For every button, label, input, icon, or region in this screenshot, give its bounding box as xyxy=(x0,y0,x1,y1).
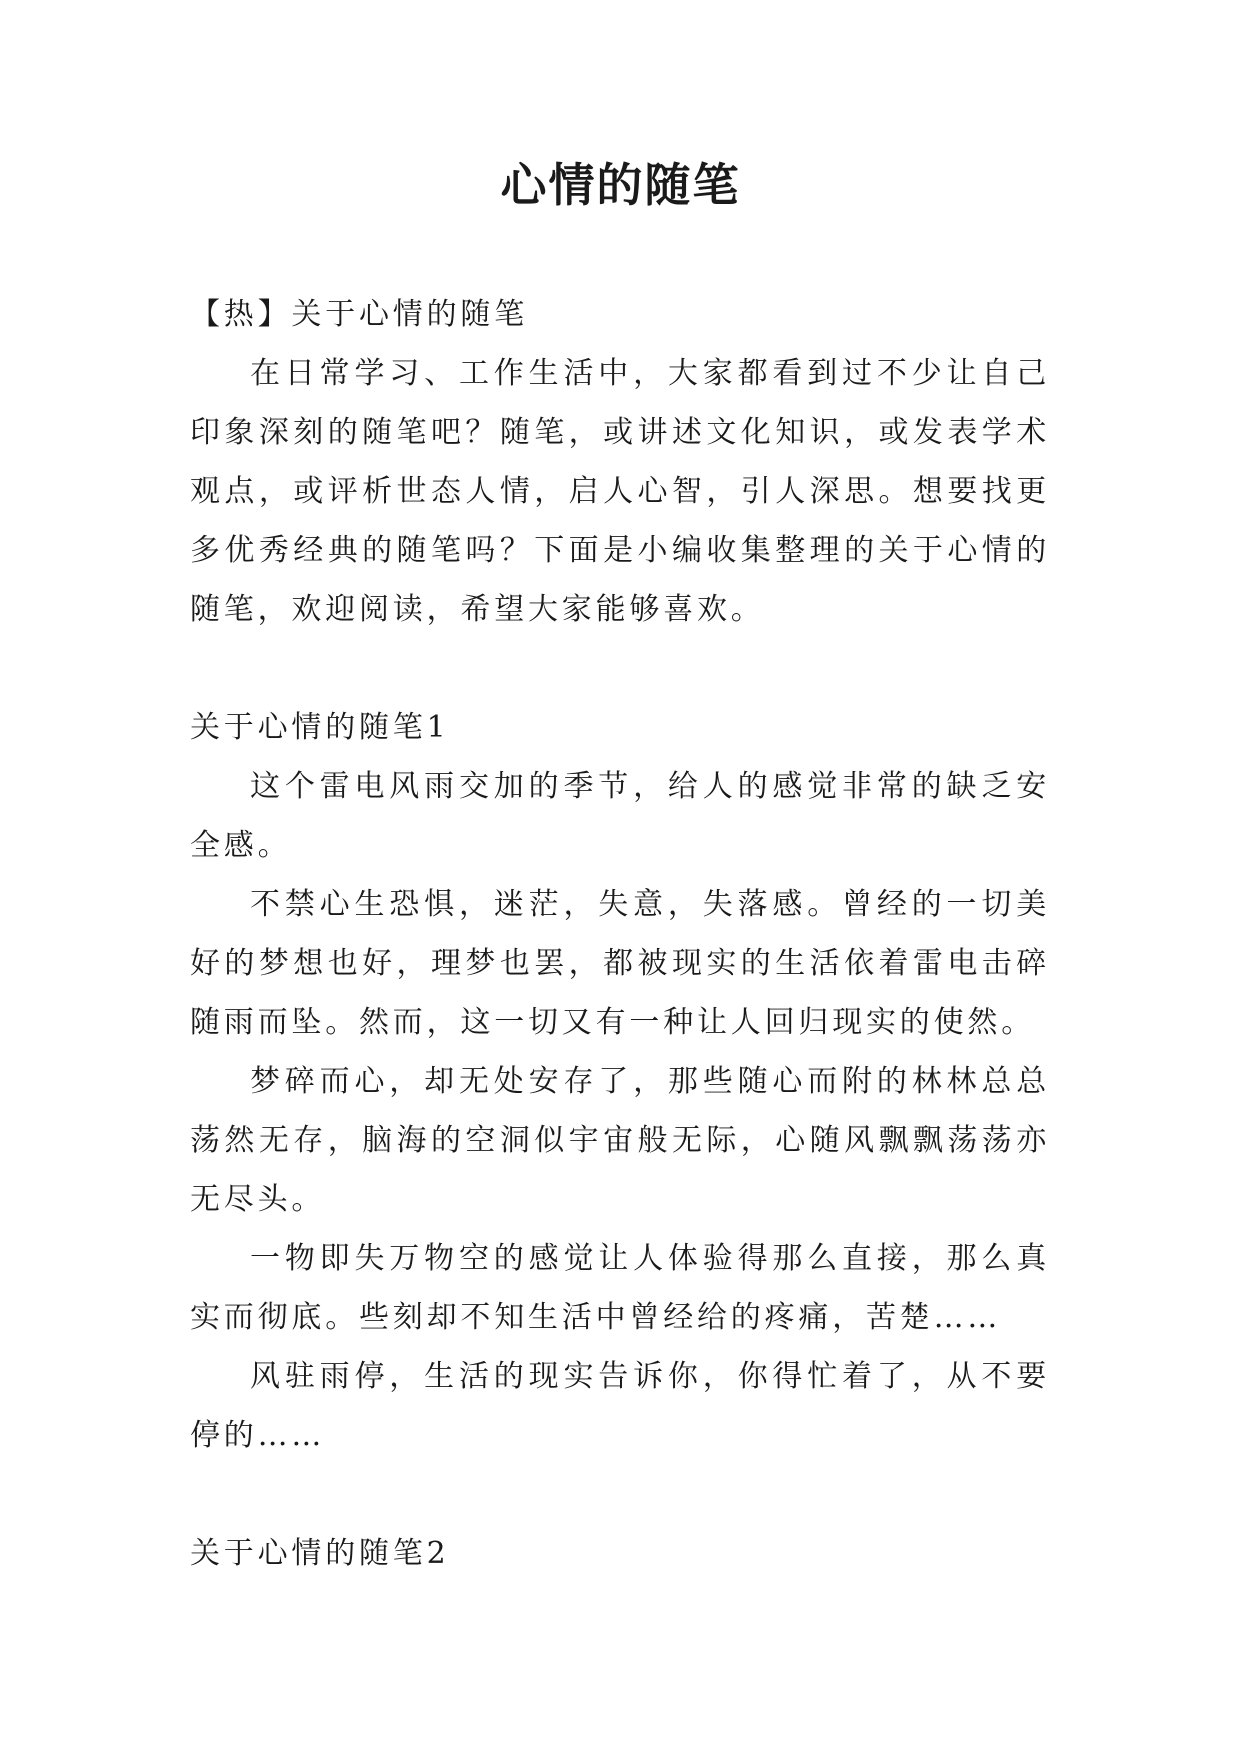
section-heading-1: 关于心情的随笔1 xyxy=(190,710,450,745)
document-body xyxy=(190,285,1050,1583)
page-title: 心情的随笔 xyxy=(500,158,741,212)
section-spacer xyxy=(190,1465,1050,1524)
paragraph: 梦碎而心，却无处安存了，那些随心而附的林林总总荡然无存，脑海的空洞似宇宙般无际，心随风飘飘荡荡亦无尽头。 xyxy=(190,1064,1050,1217)
paragraph: 这个雷电风雨交加的季节，给人的感觉非常的缺乏安全感。 xyxy=(190,769,1050,863)
subtitle: 【热】关于心情的随笔 xyxy=(190,297,528,332)
paragraph: 一物即失万物空的感觉让人体验得那么直接，那么真实而彻底。些刻却不知生活中曾经给的疼痛，苦楚…… xyxy=(190,1241,1050,1335)
paragraph: 风驻雨停，生活的现实告诉你，你得忙着了，从不要停的…… xyxy=(190,1359,1050,1453)
paragraph: 不禁心生恐惧，迷茫，失意，失落感。曾经的一切美好的梦想也好，理梦也罢，都被现实的生活依着雷电击碎随雨而坠。然而，这一切又有一种让人回归现实的使然。 xyxy=(190,887,1050,1040)
intro-paragraph: 在日常学习、工作生活中，大家都看到过不少让自己印象深刻的随笔吧？随笔，或讲述文化知识，或发表学术观点，或评析世态人情，启人心智，引人深思。想要找更多优秀经典的随笔吗？下面是小编收集整理的关于心情的随笔，欢迎阅读，希望大家能够喜欢。 xyxy=(190,356,1050,627)
section-spacer xyxy=(190,639,1050,698)
section-heading-2: 关于心情的随笔2 xyxy=(190,1536,450,1571)
